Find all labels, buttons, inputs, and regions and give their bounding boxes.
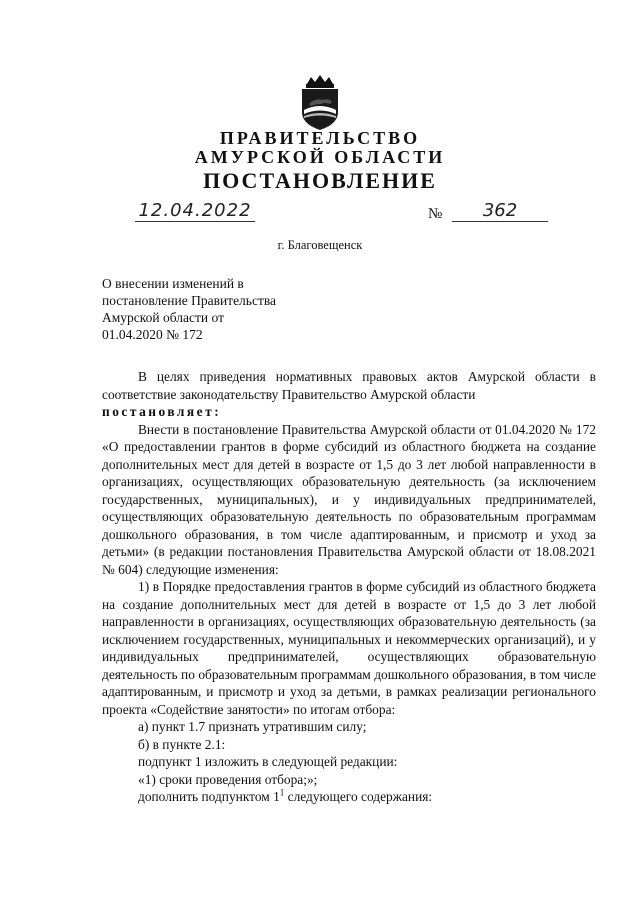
decree-body: [102, 368, 596, 806]
subject-line: постановление Правительства: [102, 293, 277, 308]
item-e-text: дополнить подпунктом 1: [138, 789, 280, 804]
item-e-superscript: 1: [279, 787, 285, 798]
government-title: ПРАВИТЕЛЬСТВО: [219, 128, 421, 148]
subject-line: Амурской области от: [102, 310, 224, 325]
document-type-title: ПОСТАНОВЛЕНИЕ: [203, 168, 437, 193]
item-a: а) пункт 1.7 признать утратившим силу;: [138, 719, 367, 734]
resolves-label: постановляет:: [102, 404, 222, 419]
subject-line: 01.04.2020 № 172: [102, 327, 203, 342]
paragraph-2: 1) в Порядке предоставления грантов в форме субсидий из областного бюджета на создание дополнительных мест для детей в возрасте от 1,5 до 3 лет любой направленности в организациях, осуществляющих образовательную деятельность (за исключением государственных, муниципальных и некоммерческих организаций), и у индивидуальных предпринимателей, осуществляющих образовательную деятельность по образовательным программам дошкольного образования, в том числе адаптированным, и присмотр и уход за детьми, в рамках реализации регионального проекта «Содействие занятости» по итогам отбора:: [102, 579, 596, 717]
coat-of-arms-icon: [295, 74, 345, 132]
item-c: подпункт 1 изложить в следующей редакции:: [138, 754, 398, 769]
decree-number: 362: [452, 200, 548, 222]
subject-line: О внесении изменений в: [102, 276, 244, 291]
paragraph-1: Внести в постановление Правительства Амурской области от 01.04.2020 № 172 «О предоставлении грантов в форме субсидий из областного бюджета на создание дополнительных мест для детей в возрасте от 1,5 до 3 лет любой направленности в организациях, осуществляющих образовательную деятельность (за исключением государственных, муниципальных), и у индивидуальных предпринимателей, осуществляющих образовательную деятельность по образовательным программам дошкольного образования, в том числе адаптированным, и присмотр и уход за детьми» (в редакции постановления Правительства Амурской области от 18.08.2021 № 604) следующие изменения:: [102, 421, 596, 577]
region-title: АМУРСКОЙ ОБЛАСТИ: [194, 147, 446, 167]
item-b: б) в пункте 2.1:: [138, 736, 226, 752]
item-e: [102, 788, 596, 806]
number-sign: №: [428, 206, 443, 222]
item-e-tail: следующего содержания:: [284, 789, 433, 804]
intro-paragraph: В целях приведения нормативных правовых актов Амурской области в соответствие законодательству Правительство Амурской области: [102, 369, 596, 402]
decree-date: 12.04.2022: [135, 200, 255, 222]
city-label: г. Благовещенск: [277, 238, 363, 252]
subject-block: [102, 275, 322, 343]
item-d: «1) сроки проведения отбора;»;: [138, 771, 318, 787]
